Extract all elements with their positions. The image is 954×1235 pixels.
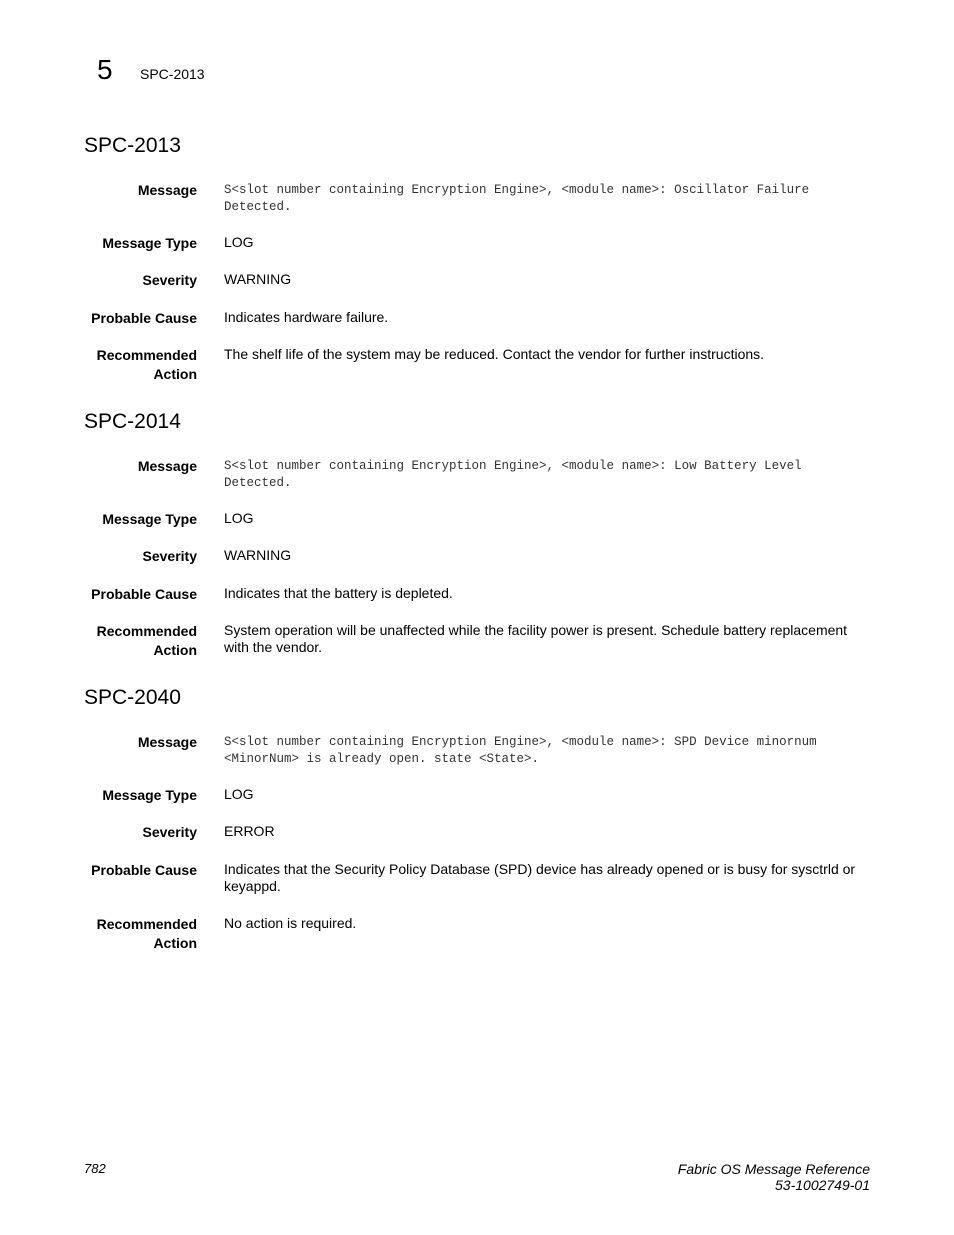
message-text <box>224 458 864 492</box>
message-label: Message <box>137 182 197 198</box>
text-line: keyappd. <box>224 878 281 894</box>
recommended-action-label <box>60 915 197 953</box>
probable-cause-text <box>224 861 864 895</box>
label-line: Recommended <box>96 916 197 932</box>
severity-value: WARNING <box>224 547 292 563</box>
severity-label: Severity <box>142 272 197 288</box>
section-title: SPC-2013 <box>84 134 181 157</box>
message-type-value: LOG <box>224 510 254 526</box>
message-text <box>224 734 864 768</box>
text-line: with the vendor. <box>224 639 323 655</box>
label-line: Action <box>153 642 197 658</box>
text-line: Indicates that the battery is depleted. <box>224 585 453 601</box>
message-type-label: Message Type <box>102 235 197 251</box>
chapter-number: 5 <box>97 54 113 85</box>
text-line: Indicates that the Security Policy Database (SPD) device has already opened or is busy for sysctrld or <box>224 861 856 877</box>
probable-cause-label: Probable Cause <box>91 310 197 326</box>
message-line: S<slot number containing Encryption Engine>, <module name>: Low Battery Level <box>224 459 802 473</box>
severity-value: WARNING <box>224 271 292 287</box>
footer-doc-info <box>678 1161 870 1193</box>
text-line: No action is required. <box>224 915 357 931</box>
doc-number: 53-1002749-01 <box>775 1177 870 1193</box>
recommended-action-label <box>60 346 197 384</box>
text-line: Indicates hardware failure. <box>224 309 389 325</box>
doc-title: Fabric OS Message Reference <box>677 1161 870 1177</box>
message-label: Message <box>137 458 197 474</box>
severity-label: Severity <box>142 548 197 564</box>
message-line: S<slot number containing Encryption Engine>, <module name>: SPD Device minornum <box>224 735 817 749</box>
message-text <box>224 182 864 216</box>
recommended-action-text <box>224 622 864 656</box>
recommended-action-label <box>60 622 197 660</box>
recommended-action-text <box>224 346 864 363</box>
probable-cause-label: Probable Cause <box>91 862 197 878</box>
message-type-value: LOG <box>224 234 254 250</box>
severity-value: ERROR <box>224 823 275 839</box>
text-line: System operation will be unaffected while the facility power is present. Schedule battery replacement <box>224 622 848 638</box>
probable-cause-label: Probable Cause <box>91 586 197 602</box>
probable-cause-text <box>224 585 864 602</box>
label-line: Recommended <box>96 347 197 363</box>
chapter-title: SPC-2013 <box>140 66 205 82</box>
probable-cause-text <box>224 309 864 326</box>
message-type-label: Message Type <box>102 511 197 527</box>
section-title: SPC-2040 <box>84 686 181 709</box>
message-type-value: LOG <box>224 786 254 802</box>
message-label: Message <box>137 734 197 750</box>
text-line: The shelf life of the system may be reduced. Contact the vendor for further instructions. <box>224 346 765 362</box>
message-line: Detected. <box>224 476 292 490</box>
page-number: 782 <box>84 1161 106 1176</box>
severity-label: Severity <box>142 824 197 840</box>
message-line: Detected. <box>224 200 292 214</box>
label-line: Recommended <box>96 623 197 639</box>
section-title: SPC-2014 <box>84 410 181 433</box>
label-line: Action <box>153 366 197 382</box>
label-line: Action <box>153 935 197 951</box>
recommended-action-text <box>224 915 864 932</box>
message-line: <MinorNum> is already open. state <State>. <box>224 752 540 766</box>
message-line: S<slot number containing Encryption Engine>, <module name>: Oscillator Failure <box>224 183 810 197</box>
message-type-label: Message Type <box>102 787 197 803</box>
